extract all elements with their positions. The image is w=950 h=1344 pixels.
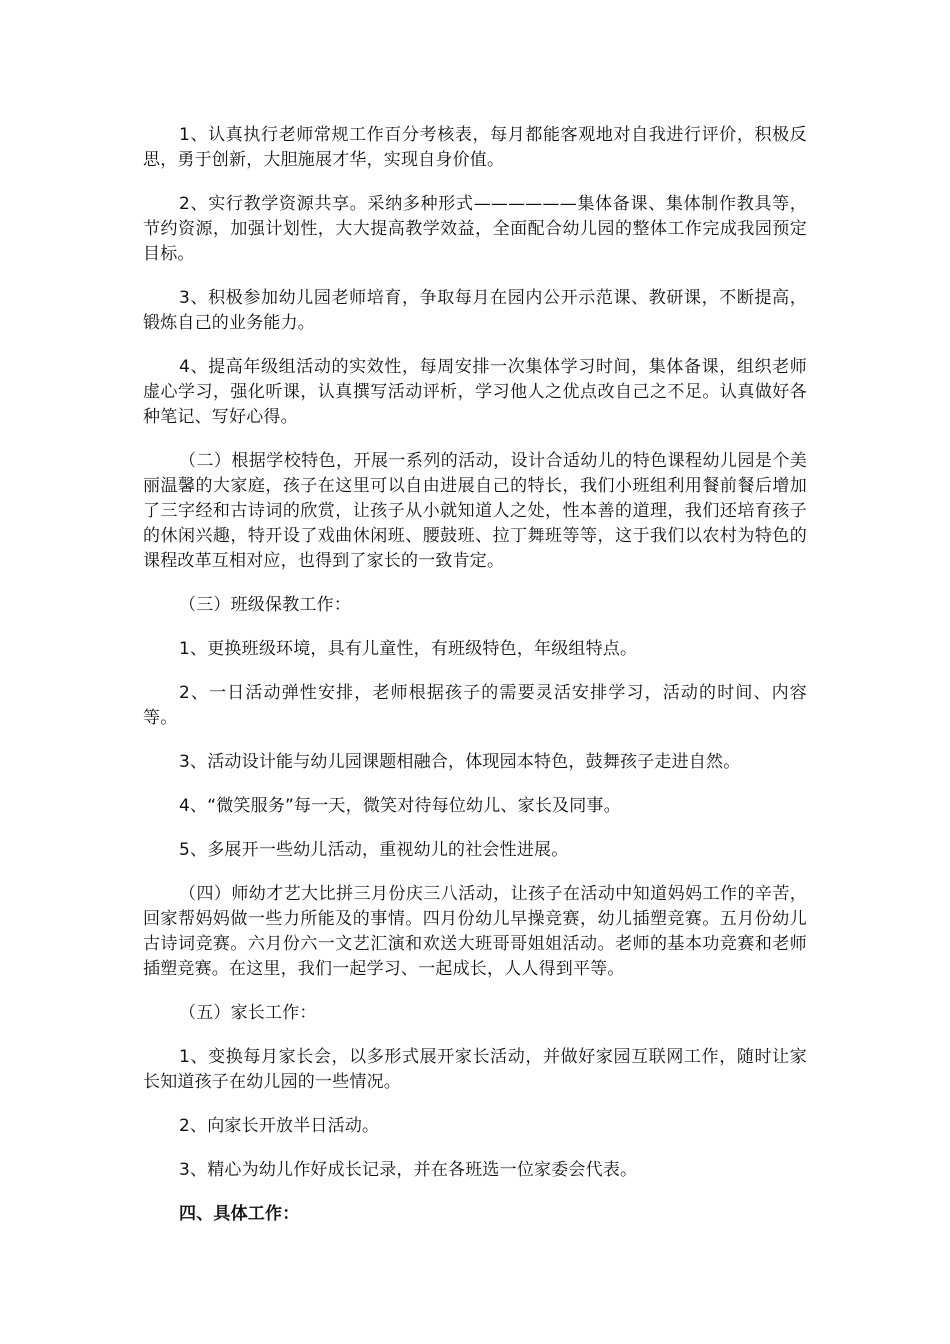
document-body <box>143 123 807 1246</box>
paragraph: 1、变换每月家长会，以多形式展开家长活动，并做好家园互联网工作，随时让家长知道孩子在幼儿园的一些情况。 <box>143 1047 807 1092</box>
paragraph: （四）师幼才艺大比拼三月份庆三八活动，让孩子在活动中知道妈妈工作的辛苦，回家帮妈妈做一些力所能及的事情。四月份幼儿早操竞赛，幼儿插塑竞赛。五月份幼儿古诗词竞赛。六月份六一文艺汇演和欢送大班哥哥姐姐活动。老师的基本功竞赛和老师插塑竞赛。在这里，我们一起学习、一起成长，人人得到平等。 <box>143 884 807 979</box>
paragraph: 2、一日活动弹性安排，老师根据孩子的需要灵活安排学习，活动的时间、内容等。 <box>143 683 807 728</box>
paragraph: （二）根据学校特色，开展一系列的活动，设计合适幼儿的特色课程幼儿园是个美丽温馨的大家庭，孩子在这里可以自由进展自己的特长，我们小班组利用餐前餐后增加了三字经和古诗词的欣赏，让孩子从小就知道人之处，性本善的道理，我们还培育孩子的休闲兴趣，特开设了戏曲休闲班、腰鼓班、拉丁舞班等等，这于我们以农村为特色的课程改革互相对应，也得到了家长的一致肯定。 <box>143 451 807 571</box>
paragraph: 1、更换班级环境，具有儿童性，有班级特色，年级组特点。 <box>179 639 638 659</box>
section-heading: 四、具体工作： <box>179 1204 300 1224</box>
paragraph: 5、多展开一些幼儿活动，重视幼儿的社会性进展。 <box>179 840 569 860</box>
paragraph: 2、向家长开放半日活动。 <box>179 1116 380 1136</box>
paragraph: （三）班级保教工作： <box>179 595 351 615</box>
paragraph: 4、“微笑服务”每一天，微笑对待每位幼儿、家长及同事。 <box>179 796 621 816</box>
paragraph: 3、活动设计能与幼儿园课题相融合，体现园本特色，鼓舞孩子走进自然。 <box>179 752 741 772</box>
paragraph: 3、精心为幼儿作好成长记录，并在各班选一位家委会代表。 <box>179 1160 638 1180</box>
paragraph: 3、积极参加幼儿园老师培育，争取每月在园内公开示范课、教研课，不断提高，锻炼自己的业务能力。 <box>143 288 807 333</box>
paragraph: 4、提高年级组活动的实效性，每周安排一次集体学习时间，集体备课，组织老师虚心学习，强化听课，认真撰写活动评析，学习他人之优点改自己之不足。认真做好各种笔记、写好心得。 <box>143 357 807 427</box>
paragraph: （五）家长工作： <box>179 1003 317 1023</box>
paragraph: 1、认真执行老师常规工作百分考核表，每月都能客观地对自我进行评价，积极反思，勇于创新，大胆施展才华，实现自身价值。 <box>143 125 807 170</box>
paragraph: 2、实行教学资源共享。采纳多种形式——————集体备课、集体制作教具等，节约资源，加强计划性，大大提高教学效益，全面配合幼儿园的整体工作完成我园预定目标。 <box>143 194 807 264</box>
